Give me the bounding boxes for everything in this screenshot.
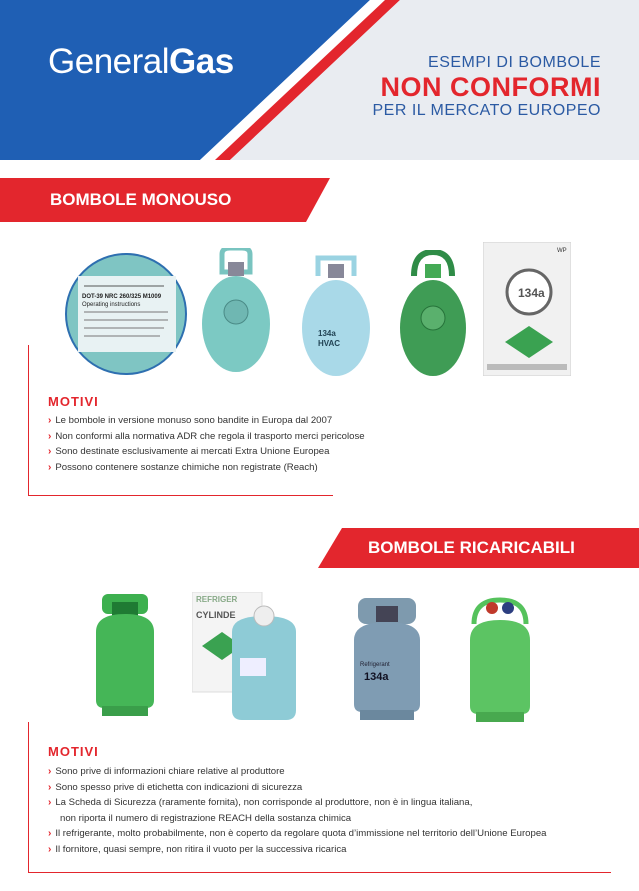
list-item: › Sono destinate esclusivamente ai mercati Extra Unione Europea — [48, 446, 330, 458]
label-dot-text: DOT-39 NRC 260/325 M1009 — [82, 294, 162, 300]
chevron-right-icon: › — [48, 766, 52, 777]
section2-title: BOMBOLE RICARICABILI — [368, 538, 575, 557]
header-line2: NON CONFORMI — [380, 72, 601, 102]
cylinder-green-shape — [398, 250, 468, 378]
section2-vline — [28, 722, 29, 872]
label-hvac: HVAC — [318, 339, 341, 348]
list-item: › Sono prive di informazioni chiare relative al produttore — [48, 766, 285, 777]
header-line1: ESEMPI DI BOMBOLE — [428, 54, 601, 71]
cylinder-lightblue-image — [300, 252, 372, 378]
label-cylinder: CYLINDE — [196, 610, 236, 620]
chevron-right-icon: › — [48, 781, 52, 793]
label-box-134a: 134a — [518, 286, 545, 300]
chevron-right-icon: › — [48, 843, 52, 855]
label-134a: 134a — [318, 329, 336, 338]
chevron-right-icon: › — [48, 828, 52, 840]
header-title — [372, 54, 601, 120]
section1-reasons-list — [48, 413, 365, 475]
section2-reasons-list — [48, 764, 547, 858]
label-refrigerant: Refrigerant — [360, 662, 390, 668]
list-item: › Sono spesso prive di etichetta con indicazioni di sicurezza — [48, 781, 303, 793]
refill-cylinder-grey-image — [350, 596, 424, 722]
section2-hline — [28, 872, 611, 873]
label-op-text: Operating instructions — [82, 302, 141, 308]
header-line3: PER IL MERCATO EUROPEO — [372, 102, 601, 119]
refill-cylinder-green-image — [90, 592, 160, 718]
cylinder-lightblue-shape — [300, 252, 372, 378]
label-closeup-shape — [64, 252, 188, 376]
label-closeup-image — [64, 252, 188, 376]
refill-box-cylinder-image — [192, 592, 302, 726]
cylinder-teal-shape — [200, 248, 272, 378]
section2-motivi-title: MOTIVI — [48, 744, 99, 759]
box-134a-shape — [483, 242, 571, 376]
chevron-right-icon: › — [48, 446, 52, 458]
list-item: › Le bombole in versione monuso sono bandite in Europa dal 2007 — [48, 415, 333, 426]
list-item: › La Scheda di Sicurezza (raramente fornita), non corrisponde al produttore, non è in lingua italiana, — [48, 797, 473, 809]
chevron-right-icon: › — [48, 430, 52, 442]
refill-box-cylinder-shape — [192, 592, 302, 726]
list-item: › Il refrigerante, molto probabilmente, non è coperto da regolare quota d’immissione nel territorio dell’Unione Europea — [48, 828, 547, 840]
label-grey-134a: 134a — [364, 671, 389, 683]
box-134a-image — [483, 242, 571, 376]
header — [0, 0, 639, 160]
label-wp: WP — [557, 248, 567, 254]
section1-title: BOMBOLE MONOUSO — [50, 190, 232, 209]
list-item: › Non conformi alla normativa ADR che regola il trasporto merci pericolose — [48, 430, 365, 442]
list-item: › Possono contenere sostanze chimiche non registrate (Reach) — [48, 461, 318, 473]
chevron-right-icon: › — [48, 415, 52, 426]
generalgas-logo: GeneralGas — [48, 42, 234, 81]
list-item-continuation: non riporta il numero di registrazione REACH della sostanza chimica — [60, 812, 352, 824]
cylinder-teal-image — [200, 248, 272, 378]
chevron-right-icon: › — [48, 461, 52, 473]
refill-cylinder-grey-shape — [350, 596, 424, 722]
cylinder-green-image — [398, 250, 468, 378]
chevron-right-icon: › — [48, 797, 52, 809]
label-refriger: REFRIGER — [196, 595, 238, 604]
section1-vline — [28, 345, 29, 495]
list-item: › Il fornitore, quasi sempre, non ritira il vuoto per la successiva ricarica — [48, 843, 347, 855]
section2-banner — [318, 528, 639, 568]
section1-banner — [0, 178, 330, 222]
refill-cylinder-lightgreen-shape — [464, 594, 536, 724]
section1-motivi-title: MOTIVI — [48, 394, 99, 409]
section1-hline — [28, 495, 333, 496]
refill-cylinder-green-shape — [90, 592, 160, 718]
refill-cylinder-lightgreen-image — [464, 594, 536, 724]
